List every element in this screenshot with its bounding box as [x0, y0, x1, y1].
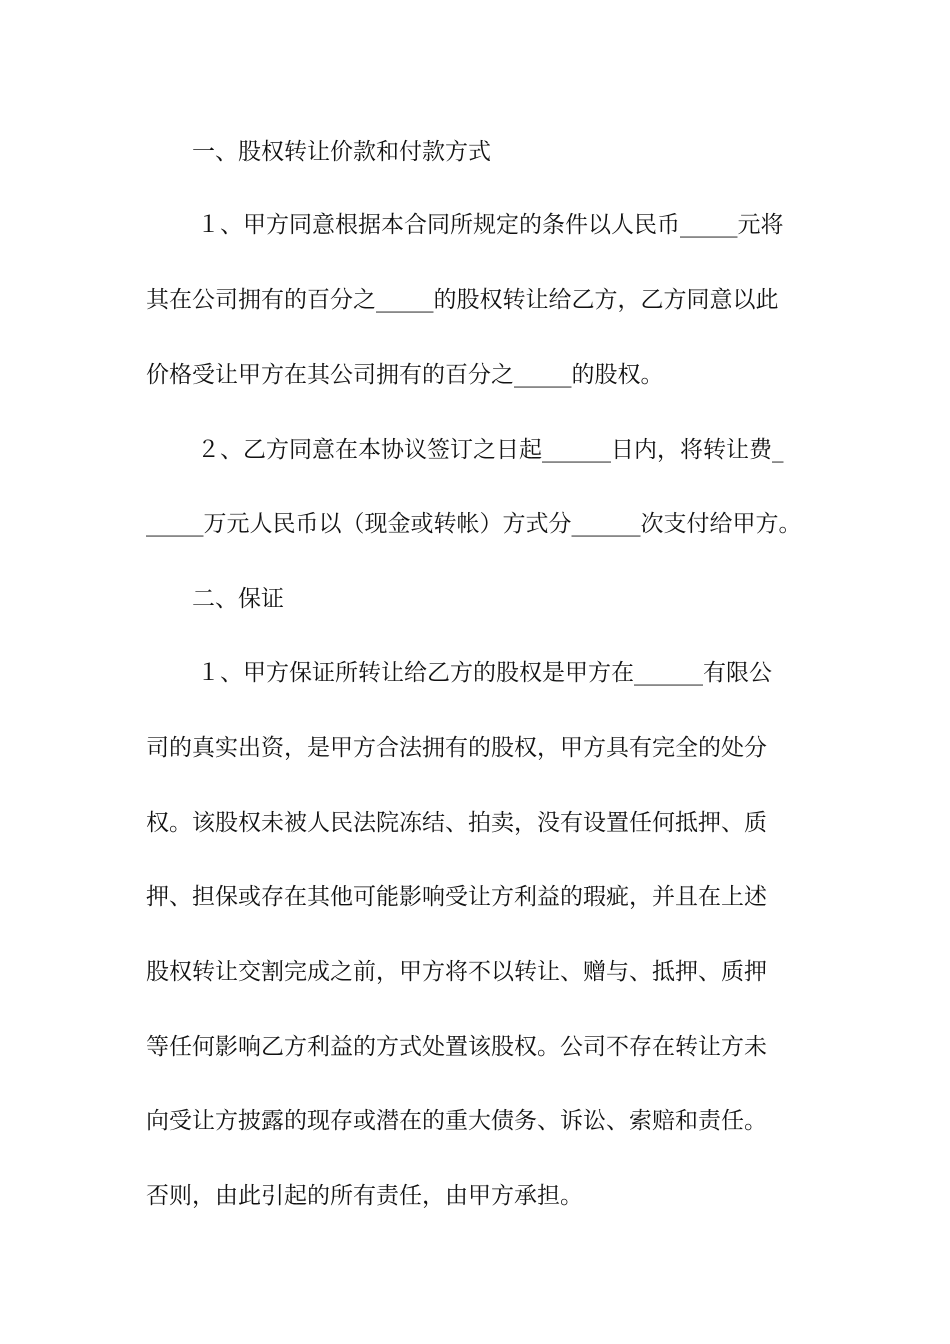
- paragraph-line: 权。该股权未被人民法院冻结、拍卖，没有设置任何抵押、质: [146, 810, 767, 836]
- paragraph-line: ２、乙方同意在本协议签订之日起______日内，将转让费_: [197, 437, 784, 463]
- paragraph-line: 等任何影响乙方利益的方式处置该股权。公司不存在转让方未: [146, 1034, 767, 1060]
- section-heading-guarantee: 二、保证: [192, 586, 284, 612]
- paragraph-line: 价格受让甲方在其公司拥有的百分之_____的股权。: [146, 362, 664, 388]
- section-heading-price-payment: 一、股权转让价款和付款方式: [192, 139, 491, 165]
- paragraph-line: 其在公司拥有的百分之_____的股权转让给乙方，乙方同意以此: [146, 287, 779, 313]
- paragraph-line: 向受让方披露的现存或潜在的重大债务、诉讼、索赔和责任。: [146, 1108, 767, 1134]
- paragraph-line: １、甲方同意根据本合同所规定的条件以人民币_____元将: [197, 212, 784, 238]
- paragraph-line: １、甲方保证所转让给乙方的股权是甲方在______有限公: [197, 660, 772, 686]
- paragraph-line: 司的真实出资，是甲方合法拥有的股权，甲方具有完全的处分: [146, 735, 767, 761]
- paragraph-line: 否则，由此引起的所有责任，由甲方承担。: [146, 1183, 583, 1209]
- paragraph-line: _____万元人民币以（现金或转帐）方式分______次支付给甲方。: [146, 511, 802, 537]
- paragraph-line: 押、担保或存在其他可能影响受让方利益的瑕疵，并且在上述: [146, 884, 767, 910]
- paragraph-line: 股权转让交割完成之前，甲方将不以转让、赠与、抵押、质押: [146, 959, 767, 985]
